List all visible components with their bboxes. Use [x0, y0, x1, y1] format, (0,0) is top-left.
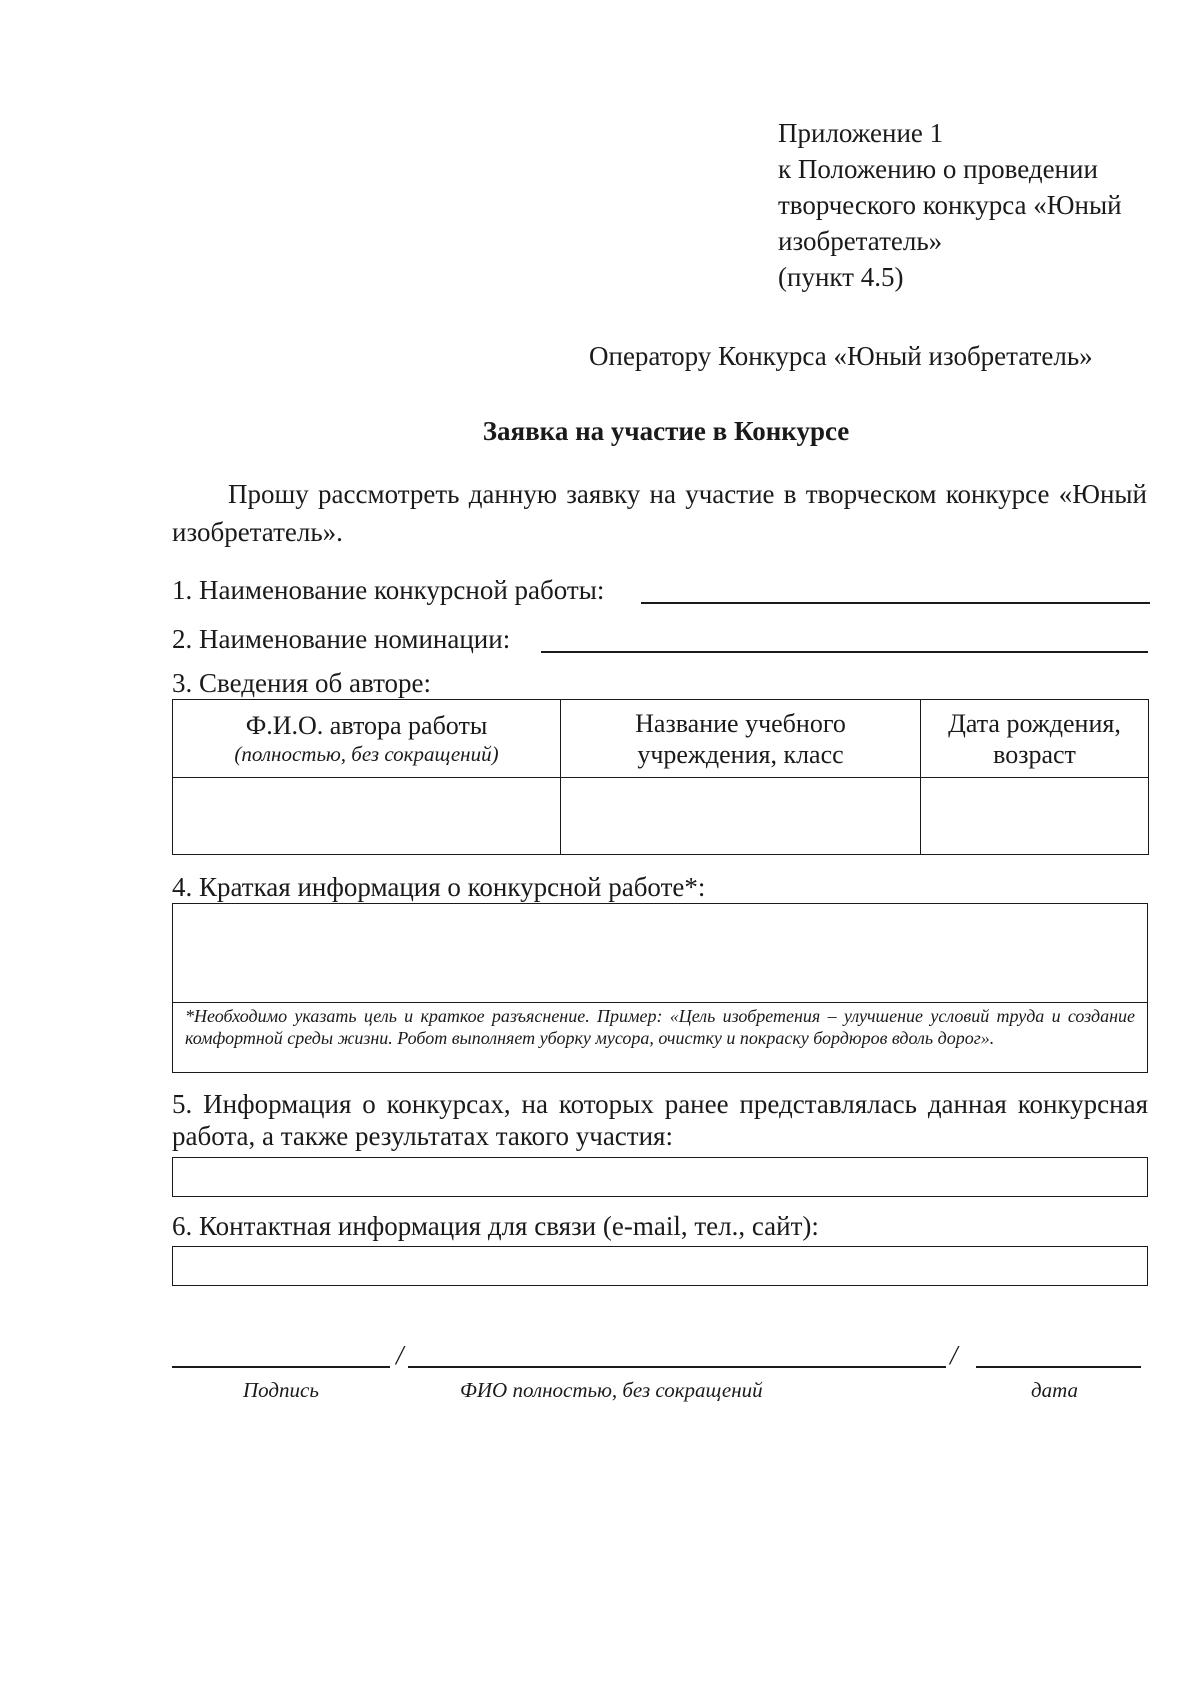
signature-line[interactable]: [172, 1366, 390, 1368]
brief-info-footnote: *Необходимо указать цель и краткое разъяснение. Пример: «Цель изобретения – улучшение условий труда и создание комфортной среды жизни. Робот выполняет уборку мусора, очистку и покраску бордюров вдоль дорог».: [185, 1006, 1135, 1048]
contests-section-label: 5. Информация о конкурсах, на которых ранее представлялась данная конкурсная работа, а также результатах такого участия:: [172, 1089, 1148, 1151]
addressee: Оператору Конкурса «Юный изобретатель»: [589, 341, 1093, 371]
work-name-input-line[interactable]: [641, 602, 1150, 604]
author-table-input-row: [173, 778, 1149, 855]
appendix-line: изобретатель»: [778, 226, 943, 256]
signature-separator: /: [396, 1340, 404, 1370]
nomination-input-line[interactable]: [541, 651, 1148, 653]
contact-section-label: 6. Контактная информация для связи (e-mail, тел., сайт):: [172, 1211, 819, 1241]
intro-paragraph: [172, 475, 1147, 551]
full-name-caption: ФИО полностью, без сокращений: [460, 1378, 763, 1402]
brief-info-box: [172, 903, 1148, 1073]
birthdate-column-header: [921, 700, 1149, 778]
appendix-line: (пункт 4.5): [778, 262, 904, 292]
column-title: Ф.И.О. автора работы: [245, 711, 488, 740]
full-name-line[interactable]: [408, 1366, 946, 1368]
date-separator: /: [950, 1340, 958, 1370]
column-title: Название учебного учреждения, класс: [635, 708, 846, 769]
date-line[interactable]: [976, 1366, 1141, 1368]
intro-text: Прошу рассмотреть данную заявку на участие в творческом конкурсе «Юный изобретатель».: [172, 479, 1147, 547]
author-section-label: 3. Сведения об авторе:: [172, 668, 431, 698]
appendix-line: к Положению о проведении: [778, 154, 1098, 184]
appendix-line: творческого конкурса «Юный: [778, 190, 1122, 220]
school-column-header: [561, 700, 921, 778]
nomination-label: 2. Наименование номинации:: [172, 624, 511, 654]
author-name-column-header: [173, 700, 561, 778]
author-name-cell[interactable]: [173, 778, 561, 855]
signature-caption: Подпись: [243, 1378, 319, 1402]
brief-info-input[interactable]: [173, 904, 1147, 1003]
author-info-table: [172, 699, 1149, 855]
column-subtitle: (полностью, без сокращений): [234, 742, 499, 766]
appendix-line: Приложение 1: [778, 118, 944, 148]
brief-section-label: 4. Краткая информация о конкурсной работе*:: [172, 872, 706, 902]
work-name-label: 1. Наименование конкурсной работы:: [172, 575, 605, 605]
appendix-reference: [778, 115, 1178, 295]
date-caption: дата: [1031, 1378, 1079, 1402]
school-cell[interactable]: [561, 778, 921, 855]
birthdate-cell[interactable]: [921, 778, 1149, 855]
column-title: Дата рождения, возраст: [948, 708, 1121, 769]
contests-input[interactable]: [172, 1157, 1148, 1197]
author-table-header-row: [173, 700, 1149, 778]
contact-input[interactable]: [172, 1246, 1148, 1286]
document-title: Заявка на участие в Конкурсе: [482, 416, 850, 446]
